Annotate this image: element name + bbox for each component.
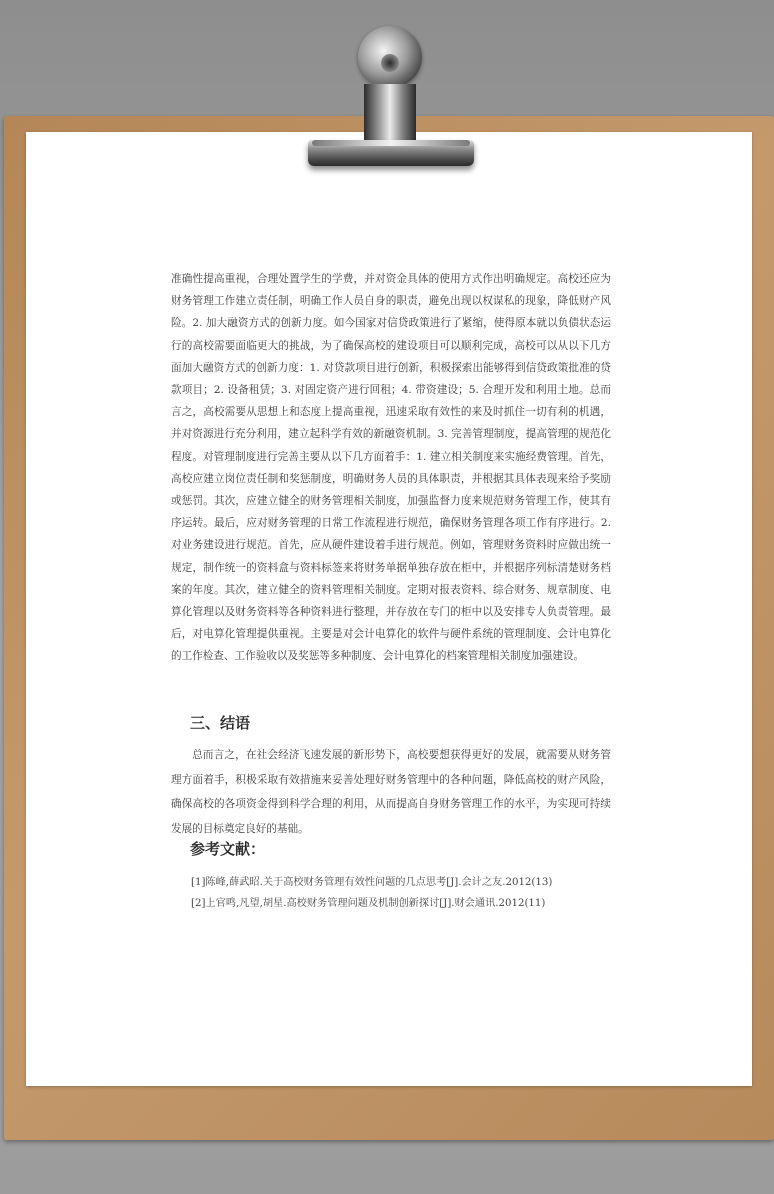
conclusion-paragraph: 总而言之，在社会经济飞速发展的新形势下，高校要想获得更好的发展，就需要从财务管理方面着手，积极采取有效措施来妥善处理好财务管理中的各种问题，降低高校的财产风险，确保高校的各项资金得到科学合理的利用，从而提高自身财务管理工作的水平，为实现可持续发展的目标奠定良好的基础。 [171,749,611,835]
body-text-block [171,268,611,668]
conclusion-block [171,743,611,841]
binder-clip-neck [364,84,416,142]
references-list [191,872,621,914]
reference-item: [2]上官鸣,凡望,胡星.高校财务管理问题及机制创新探讨[J].财会通讯.2012(11) [191,898,546,909]
binder-clip-hole [381,54,399,72]
reference-item: [1]陈峰,薛武昭.关于高校财务管理有效性问题的几点思考[J].会计之友.2012(13) [191,877,553,888]
binder-clip-highlight [312,140,470,146]
conclusion-heading: 三、结语 [190,714,251,732]
body-paragraph: 准确性提高重视，合理处置学生的学费，并对资金具体的使用方式作出明确规定。高校还应为财务管理工作建立责任制，明确工作人员自身的职责，避免出现以权谋私的现象，降低财产风险。2. 加大融资方式的创新力度。如今国家对信贷政策进行了紧缩，使得原本就以负债状态运行的高校需要面临更大的挑战，为了确保高校的建设项目可以顺利完成，高校可以从以下几方面加大融资方式的创新力度：1. 对贷款项目进行创新，积极探索出能够得到信贷政策批准的贷款项目；2. 设备租赁；3. 对固定资产进行回租；4. 带资建设；5. 合理开发和利用土地。总而言之，高校需要从思想上和态度上提高重视，迅速采取有效性的来及时抓住一切有利的机遇，并对资源进行充分利用，建立起科学有效的新融资机制。3. 完善管理制度，提高管理的规范化程度。对管理制度进行完善主要从以下几方面着手：1. 建立相关制度来实施经费管理。首先，高校应建立岗位责任制和奖惩制度，明确财务人员的具体职责，并根据其具体表现来给予奖励或惩罚。其次，应建立健全的财务管理相关制度，加强监督力度来规范财务管理工作，使其有序运转。最后，应对财务管理的日常工作流程进行规范，确保财务管理各项工作有序进行。2. 对业务建设进行规范。首先，应从硬件建设着手进行规范。例如，管理财务资料时应做出统一规定，制作统一的资料盒与资料标签来将财务单据单独存放在柜中，并根据序列标清楚财务档案的年度。其次，建立健全的资料管理相关制度。定期对报表资料、综合财务、规章制度、电算化管理以及财务资料等各种资料进行整理，并存放在专门的柜中以及安排专人负责管理。最后，对电算化管理提供重视。主要是对会计电算化的软件与硬件系统的管理制度、会计电算化的工作检查、工作验收以及奖惩等多种制度、会计电算化的档案管理相关制度加强建设。 [171,273,611,663]
references-heading: 参考文献： [190,840,266,858]
